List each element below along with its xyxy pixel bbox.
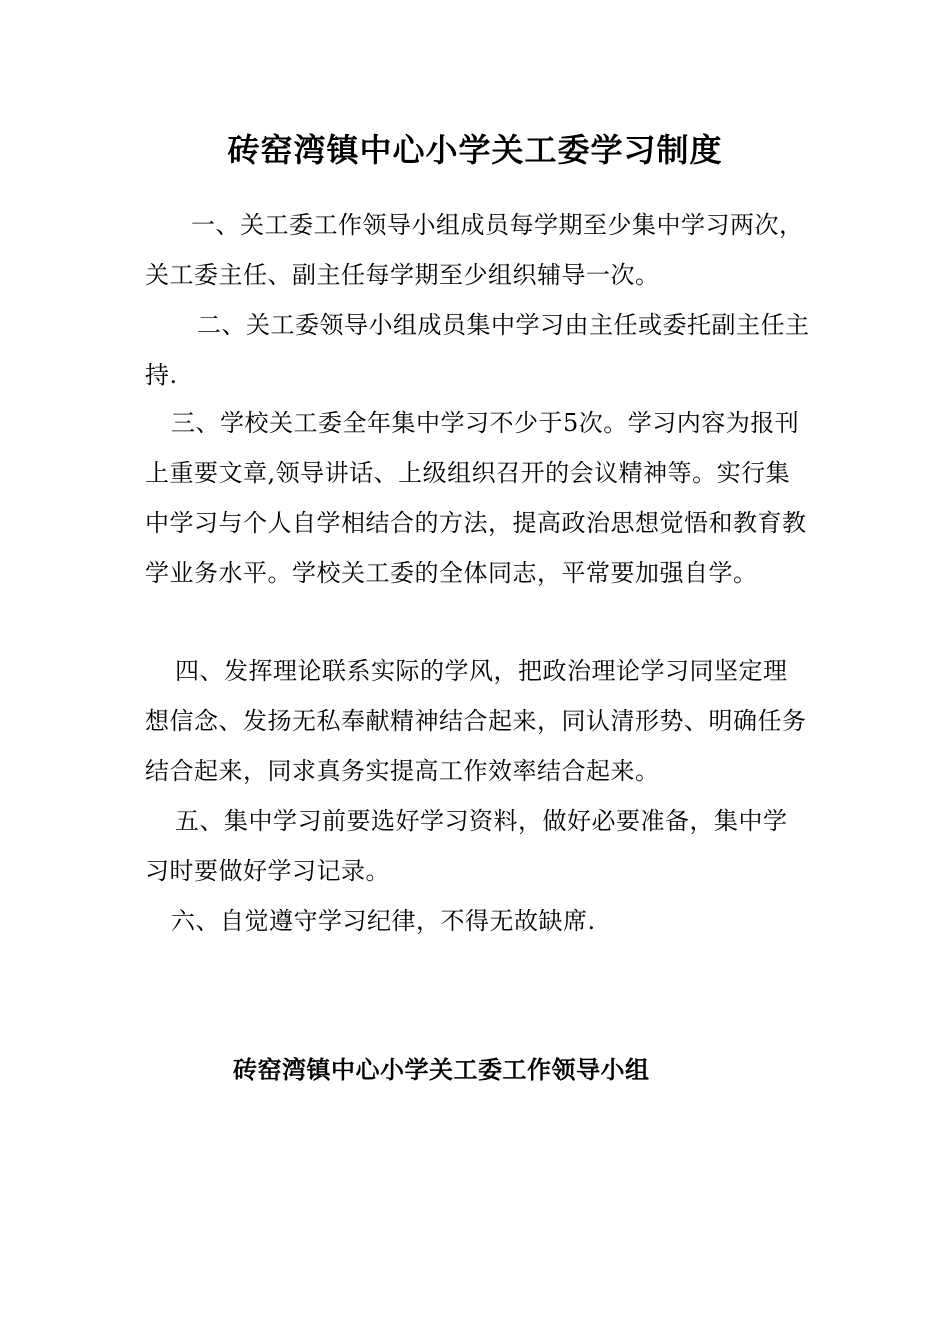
rule-paragraph-3: 三、学校关工委全年集中学习不少于5次。学习内容为报刊上重要文章,领导讲话、上级组织召开的会议精神等。实行集中学习与个人自学相结合的方法，提高政治思想觉悟和教育教学业务水平。学校关工委的全体同志，平常要加强自学。 <box>145 409 807 587</box>
document-title: 砖窑湾镇中心小学关工委学习制度 <box>227 131 723 169</box>
document-signature: 砖窑湾镇中心小学关工委工作领导小组 <box>233 1056 650 1084</box>
rule-paragraph-2: 二、关工委领导小组成员集中学习由主任或委托副主任主持. <box>145 311 810 389</box>
rule-paragraph-5: 五、集中学习前要选好学习资料，做好必要准备，集中学习时要做好学习记录。 <box>145 807 788 885</box>
rule-paragraph-6: 六、自觉遵守学习纪律，不得无故缺席. <box>171 907 596 935</box>
rule-paragraph-4: 四、发挥理论联系实际的学风，把政治理论学习同坚定理想信念、发扬无私奉献精神结合起来，同认清形势、明确任务结合起来，同求真务实提高工作效率结合起来。 <box>145 657 807 785</box>
rule-paragraph-1: 一、关工委工作领导小组成员每学期至少集中学习两次，关工委主任、副主任每学期至少组织辅导一次。 <box>145 211 804 289</box>
